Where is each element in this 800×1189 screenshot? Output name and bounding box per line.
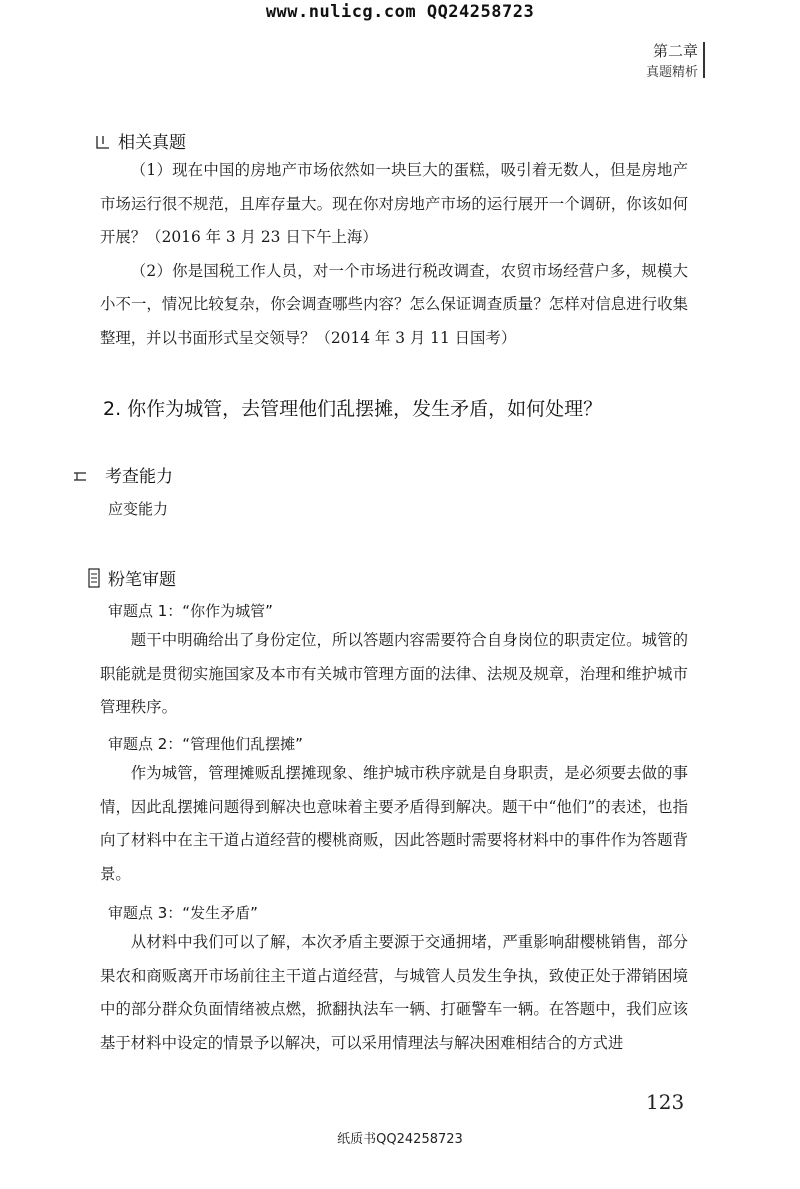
analysis-point-label: 审题点 1：“你作为城管” <box>108 602 273 620</box>
ability-value: 应变能力 <box>108 500 169 518</box>
related-questions-list <box>100 154 688 355</box>
analysis-point-text: 题干中明确给出了身份定位，所以答题内容需要符合自身岗位的职责定位。城管的职能就是贯彻实施国家及本市有关城市管理方面的法律、法规及规章，治理和维护城市管理秩序。 <box>100 631 688 716</box>
top-watermark: www.nulicg.com QQ24258723 <box>265 2 535 22</box>
chapter-subtitle: 真题精析 <box>645 65 698 81</box>
page-number: 123 <box>646 1090 685 1114</box>
related-heading-label: 相关真题 <box>118 133 186 153</box>
ability-heading <box>73 462 173 487</box>
question-title: 2. 你作为城管，去管理他们乱摆摊，发生矛盾，如何处理？ <box>103 398 603 420</box>
analysis-heading <box>88 565 176 590</box>
bottom-watermark: 纸质书QQ24258723 <box>337 1132 463 1147</box>
related-questions-heading <box>96 128 186 153</box>
analysis-point-text: 从材料中我们可以了解，本次矛盾主要源于交通拥堵，严重影响甜樱桃销售，部分果农和商贩离开市场前往主干道占道经营，与城管人员发生争执，致使正处于滞销困境中的部分群众负面情绪被点燃，掀翻执法车一辆、打砸警车一辆。在答题中，我们应该基于材料中设定的情景予以解决，可以采用情理法与解决困难相结合的方式进 <box>100 933 688 1052</box>
ability-icon <box>73 468 87 482</box>
related-item: （2）你是国税工作人员，对一个市场进行税改调查，农贸市场经营户多，规模大小不一，情况比较复杂，你会调查哪些内容？怎么保证调查质量？怎样对信息进行收集整理，并以书面形式呈交领导？（2014 年 3 月 11 日国考） <box>100 261 688 347</box>
analysis-point-label: 审题点 2：“管理他们乱摆摊” <box>108 735 303 753</box>
chapter-title: 第二章 <box>652 42 698 60</box>
analysis-point-text: 作为城管，管理摊贩乱摆摊现象、维护城市秩序就是自身职责，是必须要去做的事情，因此乱摆摊问题得到解决也意味着主要矛盾得到解决。题干中“他们”的表述，也指向了材料中在主干道占道经营的樱桃商贩，因此答题时需要将材料中的事件作为答题背景。 <box>100 764 688 883</box>
chapter-divider <box>703 42 705 78</box>
chapter-header <box>646 40 698 83</box>
document-icon <box>88 568 100 588</box>
ability-heading-label: 考查能力 <box>105 467 173 487</box>
analysis-point-label: 审题点 3：“发生矛盾” <box>108 904 258 922</box>
bracket-icon <box>96 134 110 148</box>
analysis-heading-label: 粉笔审题 <box>108 570 176 590</box>
related-item: （1）现在中国的房地产市场依然如一块巨大的蛋糕，吸引着无数人，但是房地产市场运行很不规范，且库存量大。现在你对房地产市场的运行展开一个调研，你该如何开展？（2016 年 3 月 23 日下午上海） <box>100 161 688 246</box>
